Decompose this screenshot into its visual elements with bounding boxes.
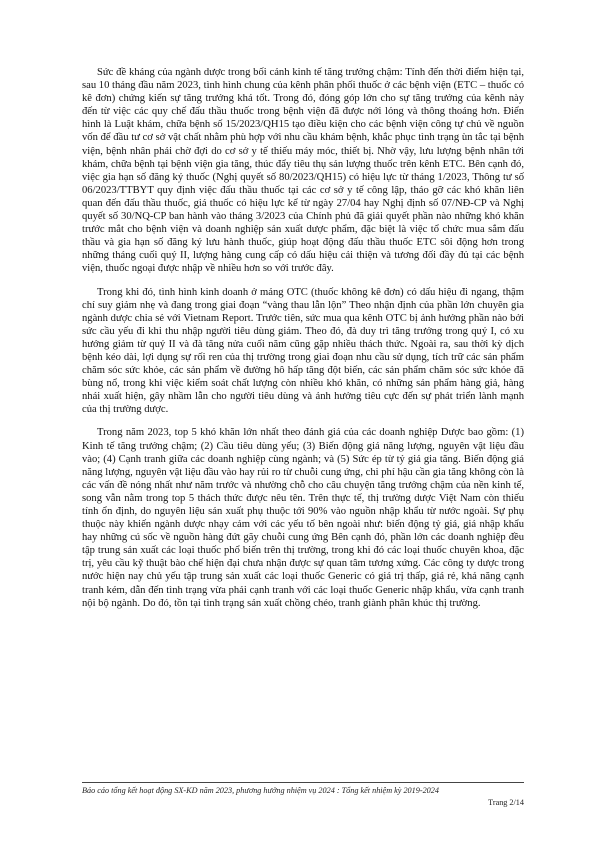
paragraph-1: Sức đề kháng của ngành dược trong bối cảnh kinh tế tăng trưởng chậm: Tính đến thời điểm hiện tại, sau 10 tháng đầu năm 2023, tình hình chung của kênh phân phối thuốc ở các bệnh viện (ETC – thuốc có kê đơn) chứng kiến sự tăng trưởng khá tốt. Trong đó, đóng góp lớn cho sự tăng trưởng của kênh này đến từ việc các quy chế đấu thầu thuốc trong bệnh viện đã được nới lỏng và thông thoáng hơn. Điển hình là Luật khám, chữa bệnh số 15/2023/QH15 tạo điều kiện cho các bệnh viện công tự chủ về nguồn vốn để đầu tư cơ sở vật chất nhằm phù hợp với nhu cầu khám bệnh, khắc phục tình trạng ùn tắc tại bệnh viện, bệnh nhân phải chờ đợi do cơ sở y tế thiếu máy móc, thiết bị. Nhờ vậy, lưu lượng bệnh nhân tới khám, chữa bệnh tại bệnh viện gia tăng, thúc đẩy tiêu thụ sản lượng thuốc trên kênh ETC. Bên cạnh đó, việc gia hạn số đăng ký thuốc (Nghị quyết số 80/2023/QH15) có hiệu lực từ tháng 1/2023, Thông tư số 06/2023/TTBYT quy định việc đấu thầu thuốc tại các cơ sở y tế công lập, tháo gỡ các khó khăn liên quan đến đấu thầu thuốc, giá thuốc có hiệu lực kể từ ngày 27/04 hay Nghị định số 07/NĐ-CP và Nghị quyết số 30/NQ-CP ban hành vào tháng 3/2023 của Chính phủ đã giải quyết phần nào những khó khăn trước mắt cho bệnh viện và doanh nghiệp sản xuất dược phẩm, đặc biệt là việc tổ chức mua sắm đấu thầu và gia hạn số đăng ký lưu hành thuốc, giúp hoạt động đấu thầu thuốc ETC sôi động hơn trong những tháng cuối quý II, lượng hàng cung cấp có dấu hiệu cải thiện và tương đối đầy đủ tại các bệnh viện, thuốc ngoại được nhập về nhiều hơn so với trước đây. xyxy=(82,67,524,275)
page-number: Trang 2/14 xyxy=(488,798,524,807)
footer-note: Báo cáo tổng kết hoạt động SX-KD năm 2023, phương hướng nhiệm vụ 2024 : Tổng kết nhiệm kỳ 2019-2024 xyxy=(82,786,439,795)
body-text xyxy=(82,66,524,620)
paragraph-3: Trong năm 2023, top 5 khó khăn lớn nhất theo đánh giá của các doanh nghiệp Dược bao gồm: (1) Kinh tế tăng trưởng chậm; (2) Cầu tiêu dùng yếu; (3) Biến động giá năng lượng, nguyên vật liệu đầu vào; (4) Cạnh tranh giữa các doanh nghiệp cùng ngành; và (5) Sức ép từ tỷ giá gia tăng. Biến động giá năng lượng, nguyên vật liệu đầu vào hay rủi ro từ chuỗi cung ứng, chi phí hậu cần gia tăng không còn là các vấn đề nóng nhất như năm trước và nhường chỗ cho câu chuyện tăng trưởng chậm của nền kinh tế, song vẫn nằm trong top 5 thách thức được nêu tên. Trên thực tế, thị trường dược Việt Nam còn thiếu tính ổn định, do nguyên liệu sản xuất phụ thuộc tới 90% vào nguồn nhập khẩu từ nước ngoài. Sự phụ thuộc này khiến ngành dược nhạy cảm với các yếu tố bên ngoài như: biến động tỷ giá, giá nhập khẩu hay những cú sốc về nguồn hàng đứt gãy chuỗi cung ứng Bên cạnh đó, phần lớn các doanh nghiệp đều tập trung sản xuất các loại thuốc phổ biến trên thị trường, trong khi đó các loại thuốc chuyên khoa, đặc trị, yêu cầu kỹ thuật bào chế hiện đại chưa nhận được sự quan tâm tương xứng. Các công ty dược trong nước hiện nay chủ yếu tập trung sản xuất các loại thuốc Generic có giá trị thấp, giá rẻ, khả năng cạnh tranh kém, dẫn đến tình trạng vừa phải cạnh tranh với các loại thuốc Generic nhập khẩu, vừa cạnh tranh nội bộ ngành. Do đó, tồn tại tình trạng sản xuất chồng chéo, tranh giành phân khúc thị trường. xyxy=(82,427,524,609)
paragraph-2: Trong khi đó, tình hình kinh doanh ở mảng OTC (thuốc không kê đơn) có dấu hiệu đi ngang, thậm chí suy giảm nhẹ và đang trong giai đoạn “vàng thau lẫn lộn” Theo nhận định của phần lớn chuyên gia ngành dược chia sẻ với Vietnam Report. Trước tiên, sức mua qua kênh OTC bị ảnh hưởng phần nào bởi sức cầu yếu đi khi thu nhập người tiêu dùng giảm. Theo đó, đà duy trì tăng trưởng trong quý I, có xu hướng giảm từ quý II và đà tăng nửa cuối năm cũng gặp nhiều thách thức. Ngoài ra, sau thời kỳ dịch bệnh kéo dài, lợi dụng sự rối ren của thị trường trong giai đoạn nhu cầu sử dụng, tích trữ các sản phẩm chăm sóc sức khỏe, các sản phẩm về đường hô hấp tăng đột biến, các sản phẩm chăm sóc sức khỏe đã bùng nổ, trong khi việc kiểm soát chất lượng còn nhiều khó khăn, có những sản phẩm hàng giả, hàng nhái xuất hiện, gây nhầm lẫn cho người tiêu dùng và ảnh hưởng tiêu cực đến sự phát triển lành mạnh của thị trường dược. xyxy=(82,286,524,416)
footer-divider xyxy=(82,782,524,783)
